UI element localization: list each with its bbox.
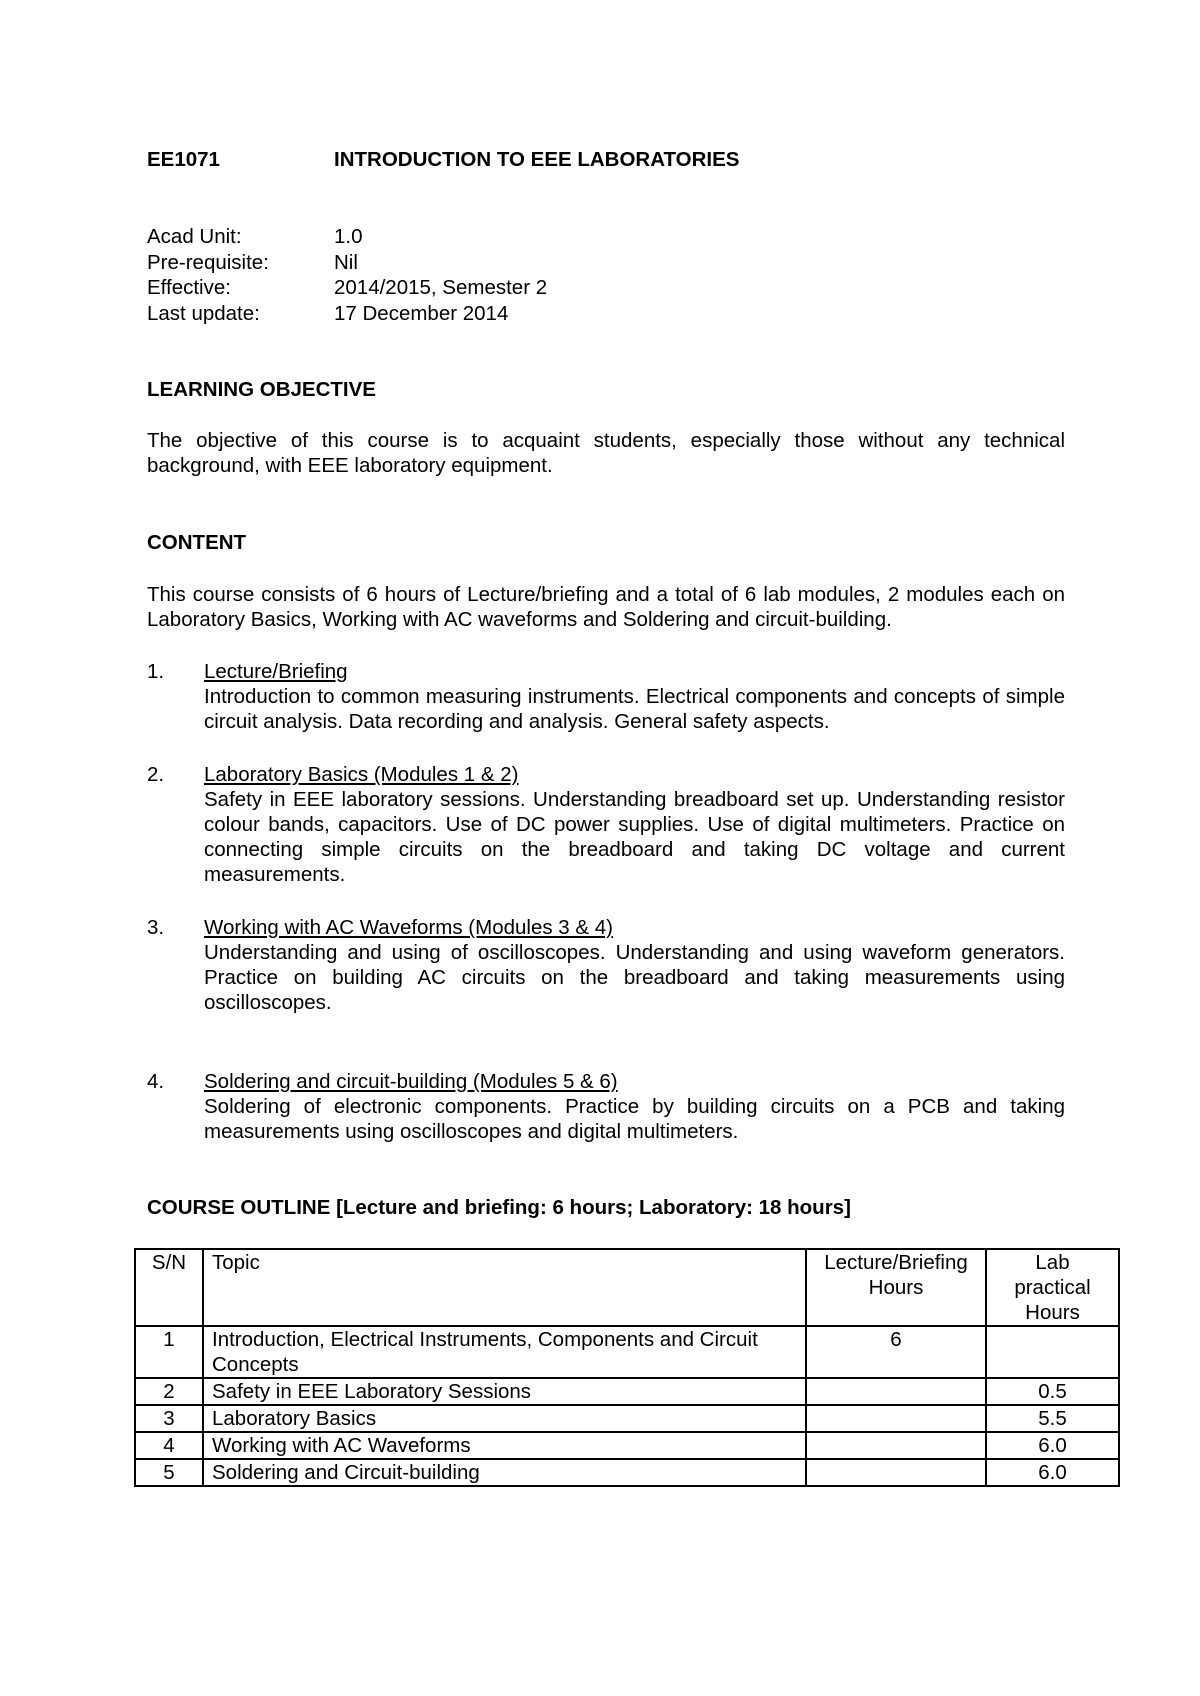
table-row: [135, 1378, 1119, 1405]
meta-value: Nil: [334, 250, 358, 274]
cell-lecture-hours: [806, 1459, 986, 1486]
meta-row-last-update: [147, 301, 847, 327]
table-header-row: [135, 1249, 1119, 1326]
meta-row-acad-unit: [147, 224, 847, 250]
column-header-topic: Topic: [203, 1249, 806, 1326]
cell-lab-hours: [986, 1326, 1119, 1378]
item-heading: Laboratory Basics (Modules 1 & 2): [204, 763, 519, 786]
cell-sn: 3: [135, 1405, 203, 1432]
content-intro: This course consists of 6 hours of Lecture/briefing and a total of 6 lab modules, 2 modules each on Laboratory Basics, Working with AC waveforms and Soldering and circuit-building.: [147, 583, 1065, 631]
cell-lab-hours: 0.5: [986, 1378, 1119, 1405]
cell-sn: 2: [135, 1378, 203, 1405]
cell-topic: Safety in EEE Laboratory Sessions: [203, 1378, 806, 1405]
course-outline-heading: COURSE OUTLINE [Lecture and briefing: 6 hours; Laboratory: 18 hours]: [147, 1196, 851, 1219]
cell-lab-hours: 5.5: [986, 1405, 1119, 1432]
meta-row-prerequisite: [147, 250, 847, 276]
item-number: 2.: [147, 763, 165, 786]
cell-topic: Introduction, Electrical Instruments, Components and Circuit Concepts: [203, 1326, 806, 1378]
item-heading: Lecture/Briefing: [204, 660, 348, 683]
cell-lab-hours: 6.0: [986, 1432, 1119, 1459]
column-header-lab-hours: Lab practical Hours: [986, 1249, 1119, 1326]
meta-value: 2014/2015, Semester 2: [334, 276, 548, 299]
column-header-lecture-hours: Lecture/Briefing Hours: [806, 1249, 986, 1326]
course-outline-table: [134, 1248, 1120, 1487]
cell-lecture-hours: [806, 1378, 986, 1405]
meta-key: Effective:: [147, 276, 231, 299]
meta-value: 1.0: [334, 225, 363, 248]
learning-objective-heading: LEARNING OBJECTIVE: [147, 378, 376, 401]
cell-sn: 1: [135, 1326, 203, 1378]
cell-sn: 4: [135, 1432, 203, 1459]
cell-lecture-hours: [806, 1432, 986, 1459]
table-row: [135, 1326, 1119, 1378]
item-text: Soldering of electronic components. Practice by building circuits on a PCB and taking measurements using oscilloscopes and digital multimeters.: [204, 1095, 1065, 1143]
item-text: Introduction to common measuring instruments. Electrical components and concepts of simple circuit analysis. Data recording and analysis. General safety aspects.: [204, 685, 1065, 733]
item-number: 4.: [147, 1070, 165, 1093]
learning-objective-text: The objective of this course is to acquaint students, especially those without any technical background, with EEE laboratory equipment.: [147, 429, 1065, 477]
cell-topic: Soldering and Circuit-building: [203, 1459, 806, 1486]
item-text: Safety in EEE laboratory sessions. Understanding breadboard set up. Understanding resistor colour bands, capacitors. Use of DC power supplies. Use of digital multimeters. Practice on connecting simple circuits on the breadboard and taking DC voltage and current measurements.: [204, 788, 1065, 886]
meta-value: 17 December 2014: [334, 301, 509, 325]
cell-sn: 5: [135, 1459, 203, 1486]
cell-lab-hours: 6.0: [986, 1459, 1119, 1486]
course-meta: [147, 224, 847, 326]
cell-topic: Working with AC Waveforms: [203, 1432, 806, 1459]
item-text: Understanding and using of oscilloscopes. Understanding and using waveform generators. Practice on building AC circuits on the breadboard and taking measurements using oscilloscopes.: [204, 941, 1065, 1014]
column-header-sn: S/N: [135, 1249, 203, 1326]
meta-row-effective: [147, 275, 847, 301]
course-code: EE1071: [147, 148, 220, 171]
content-heading: CONTENT: [147, 531, 247, 554]
item-heading: Soldering and circuit-building (Modules 5 & 6): [204, 1070, 618, 1093]
item-number: 1.: [147, 660, 165, 683]
meta-key: Last update:: [147, 301, 260, 325]
course-title: INTRODUCTION TO EEE LABORATORIES: [334, 148, 740, 171]
item-heading: Working with AC Waveforms (Modules 3 & 4): [204, 916, 613, 939]
meta-key: Acad Unit:: [147, 225, 242, 248]
item-number: 3.: [147, 916, 165, 939]
cell-lecture-hours: 6: [806, 1326, 986, 1378]
table-row: [135, 1459, 1119, 1486]
table-row: [135, 1405, 1119, 1432]
cell-topic: Laboratory Basics: [203, 1405, 806, 1432]
cell-lecture-hours: [806, 1405, 986, 1432]
table-row: [135, 1432, 1119, 1459]
meta-key: Pre-requisite:: [147, 250, 269, 274]
